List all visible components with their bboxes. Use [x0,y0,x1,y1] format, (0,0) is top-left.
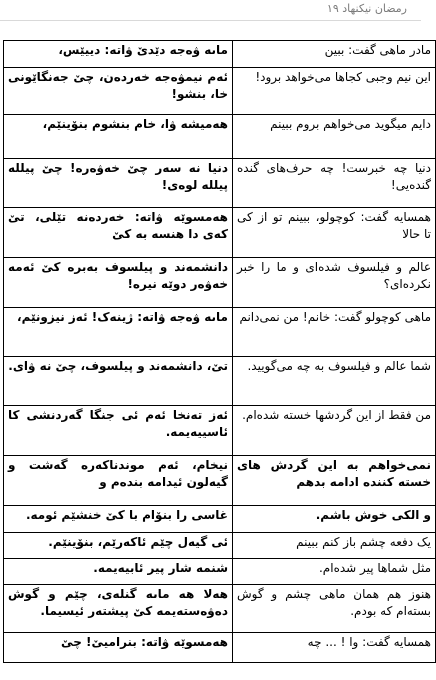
kurdish-cell: ئەم نیمۋەجه خەردەن، چێ جەنگاێونی خا، بنشو! [4,68,233,115]
kurdish-cell: شنمه شار پیر ئابیەیمه. [4,559,233,585]
table-row [4,559,436,585]
kurdish-cell: غاسی را بنۆام با کێ خنشێم ئومە. [4,506,233,533]
persian-cell: و الکی خوش باشم. [233,506,436,533]
persian-cell: نمی‌خواهم به این گردش های خسته کننده ادامه بدهم [233,456,436,506]
table-row [4,208,436,258]
header-title: رمضان نیکنهاد ١٩ [326,2,407,15]
kurdish-cell: ئەز تەنخا ئەم ئی جنگا گەردنشی کا ئاسییەیمه. [4,406,233,456]
kurdish-cell: هەمیشه ۋا، خام بنشوم بنۆینێم، [4,115,233,159]
persian-cell: همسایه گفت: وا ! ... چه [233,633,436,663]
bilingual-table [3,40,436,663]
persian-cell: دنیا چه خبرست! چه حرف‌های گنده گنده‌یی! [233,159,436,208]
table-row [4,68,436,115]
kurdish-cell: تێ، دانشمەند و پیلسوف، چێ نه ۋای. [4,357,233,406]
table-row [4,159,436,208]
kurdish-cell: دانشمەند و پیلسوف بەبرە کێ ئەمه خەۋەر دوێه نیرە! [4,258,233,308]
persian-cell: ماهی کوچولو گفت: خانم! من نمی‌دانم [233,308,436,357]
table-row [4,506,436,533]
persian-cell: همسایه گفت: کوچولو، ببینم تو از کی تا حالا [233,208,436,258]
table-row [4,456,436,506]
table-row [4,357,436,406]
table-row [4,308,436,357]
page-header [0,0,421,30]
persian-cell: دایم میگوید می‌خواهم بروم ببینم [233,115,436,159]
table-row [4,533,436,559]
table-row [4,633,436,663]
kurdish-cell: هەمسوێه ۋاتە: خەردەنه تێلی، تێ کەی دا هنسه بە کێ [4,208,233,258]
kurdish-cell: دنیا نه سەر چێ خەۋەرە! چێ پیلله پیلله لوەی! [4,159,233,208]
persian-cell: این نیم وجبی کجاها می‌خواهد برود! [233,68,436,115]
kurdish-cell: هەلا هه ماىه گنلەی، چێم و گوش دەۋەستەیمه کێ پیشتەر ئیسیما. [4,585,233,633]
persian-cell: شما عالم و فیلسوف به چه می‌گویید. [233,357,436,406]
kurdish-cell: ماىه ۋەجه ۋاتە: ژینەک! ئەز نیزونێم، [4,308,233,357]
persian-cell: مادر ماهی گفت: ببین [233,41,436,68]
kurdish-cell: ماىه ۋەجه دێدێ ۋاتە: دییێس، [4,41,233,68]
persian-cell: مثل شماها پیر شده‌ام. [233,559,436,585]
kurdish-cell: ئی گیەل چێم ئاکەرێم، بنۆینێم. [4,533,233,559]
table-row [4,585,436,633]
persian-cell: هنوز هم همان ماهی چشم و گوش بسته‌ام که بودم. [233,585,436,633]
kurdish-cell: نیخام، ئەم موندناکەرە گەشت و گیەلون ئیدامه بندەم و [4,456,233,506]
table-row [4,41,436,68]
table-row [4,406,436,456]
table-row [4,258,436,308]
kurdish-cell: هەمسوێه ۋاتە: بنرامیێ! چێ [4,633,233,663]
table-row [4,115,436,159]
persian-cell: یک دفعه چشم باز کنم ببینم [233,533,436,559]
header-rule [0,20,421,21]
persian-cell: من فقط از این گردشها خسته شده‌ام. [233,406,436,456]
persian-cell: عالم و فیلسوف شده‌ای و ما را خبر نکرده‌ای؟ [233,258,436,308]
